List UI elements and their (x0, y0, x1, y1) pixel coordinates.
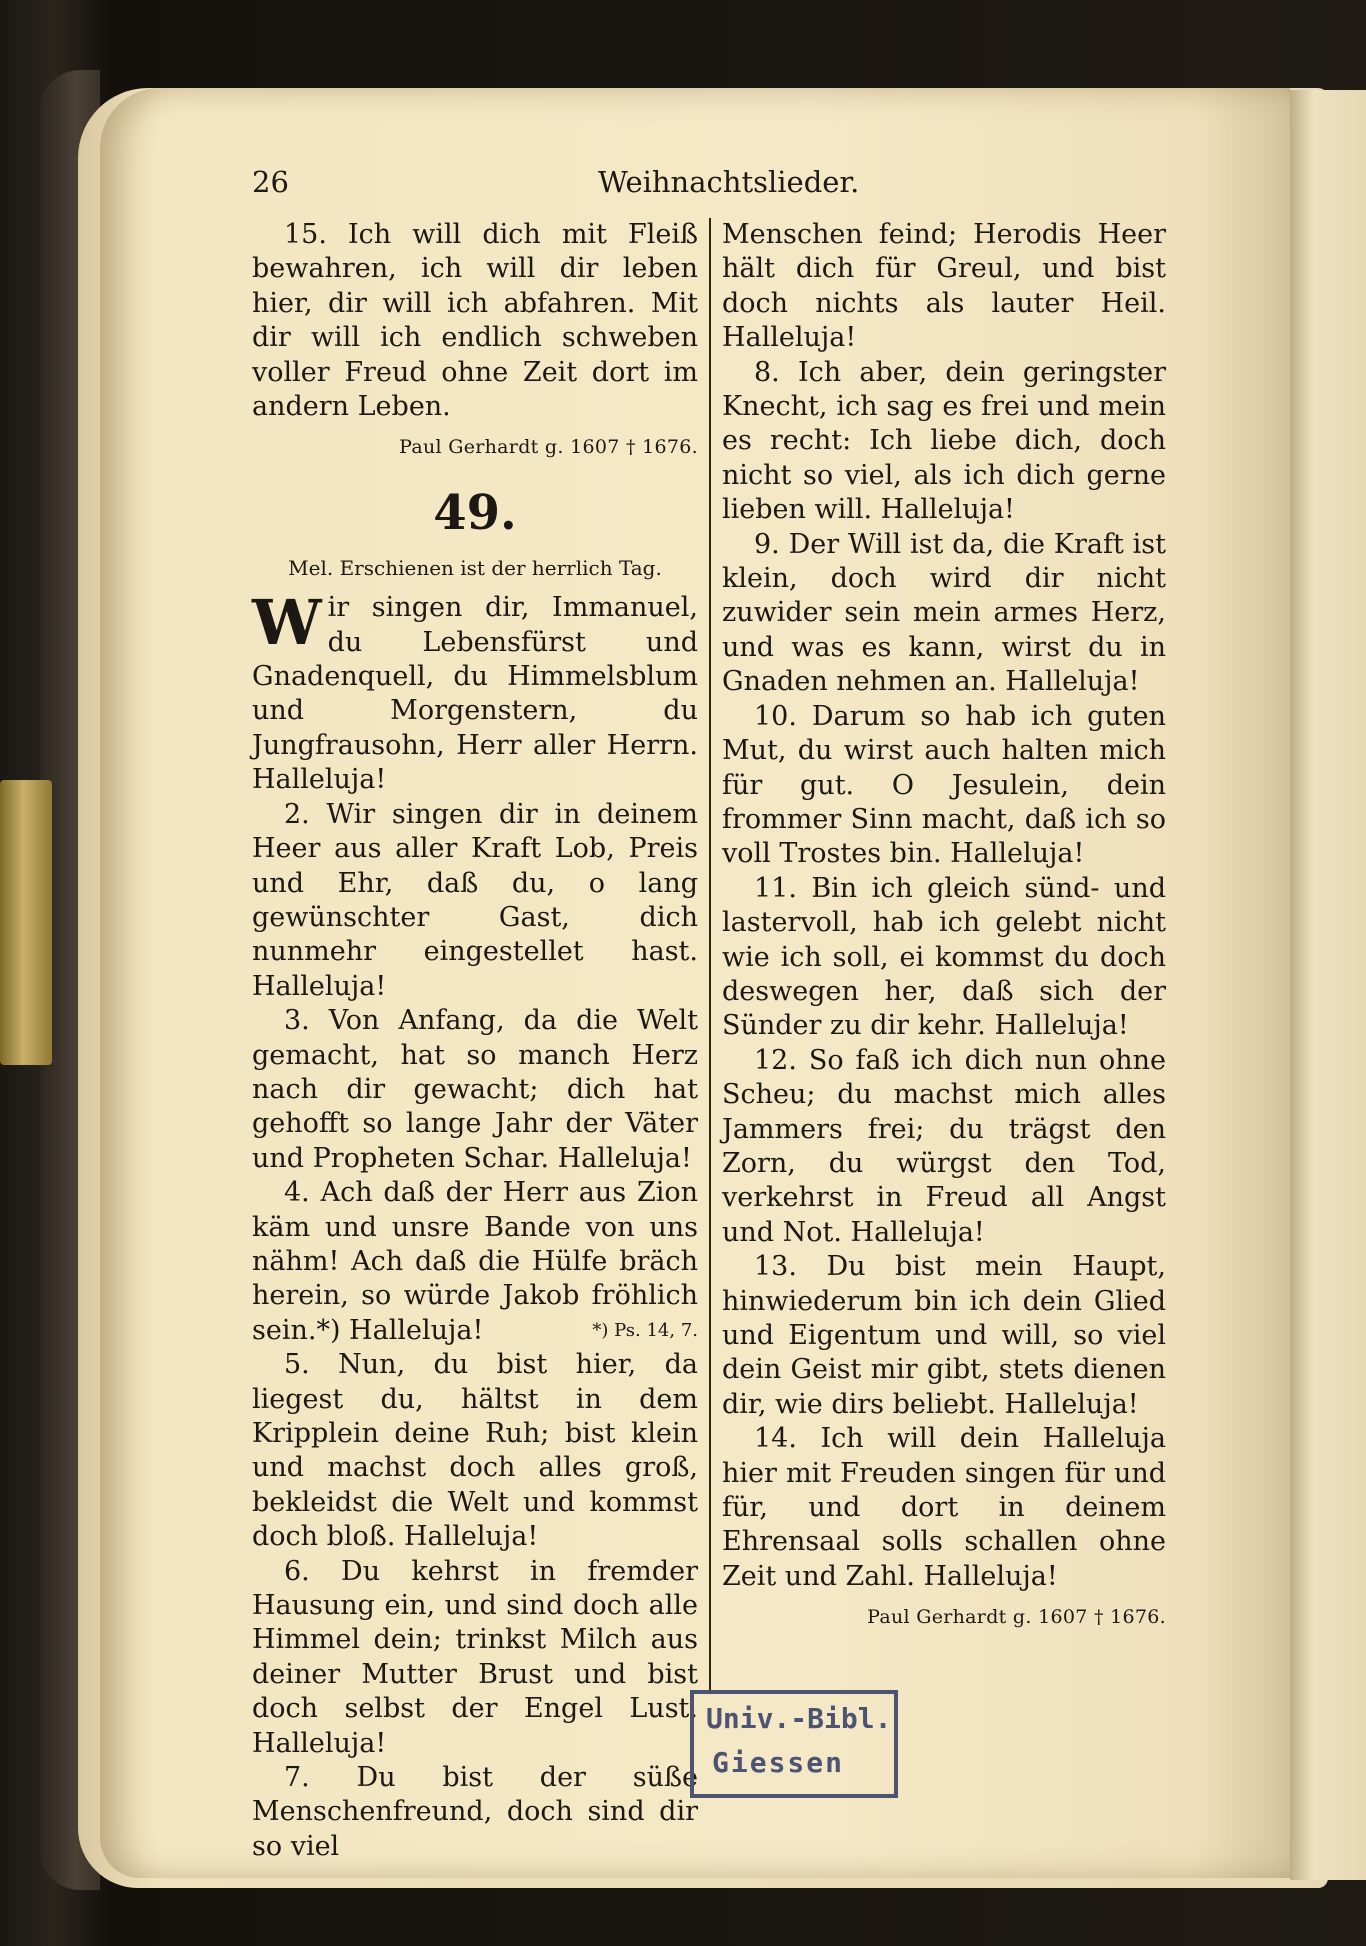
verse-1-text: ir singen dir, Immanuel, du Lebensfürst und Gnadenquell, du Himmelsblum und Morgenstern, du Jungfrausohn, Herr aller Herrn. Halleluja! (252, 592, 698, 796)
verse-15: 15. Ich will dich mit Fleiß bewahren, ich will dir leben hier, dir will ich abfahren. Mit dir will ich endlich schweben voller Freud ohne Zeit dort im andern Leben. (252, 219, 698, 423)
verse-3: 3. Von Anfang, da die Welt gemacht, hat so manch Herz nach dir gewacht; dich hat gehofft so lange Jahr der Väter und Propheten Schar. Halleluja! (252, 1005, 698, 1174)
running-title: Weihnachtslieder. (598, 165, 860, 199)
hymn-number: 49. (433, 484, 517, 541)
page-number: 26 (252, 165, 289, 199)
stamp-line-2: Giessen (712, 1746, 845, 1779)
verse-9: 9. Der Will ist da, die Kraft ist klein, doch wird dir nicht zuwider sein mein armes Herz, und was es kann, wirst du in Gnaden nehmen an. Halleluja! (722, 528, 1166, 698)
column-divider (709, 218, 711, 1694)
author-attribution: Paul Gerhardt g. 1607 † 1676. (399, 436, 698, 459)
left-column (252, 218, 698, 1864)
verse-2: 2. Wir singen dir in deinem Heer aus aller Kraft Lob, Preis und Ehr, daß du, o lang gewünschter Gast, dich nunmehr eingestellet hast. Halleluja! (252, 798, 698, 1002)
footnote: *) Ps. 14, 7. (592, 1319, 698, 1341)
verse-4-text: 4. Ach daß der Herr aus Zion käm und unsre Bande von uns nähm! Ach daß die Hülfe bräch herein, so würde Jakob fröhlich sein.*) Halleluja! (252, 1177, 698, 1346)
verse-11: 11. Bin ich gleich sünd- und lastervoll, hab ich gelebt nicht wie ich soll, ei kommst du doch deswegen her, daß sich der Sünder zu dir kehr. Halleluja! (722, 872, 1166, 1042)
verse-8: 8. Ich aber, dein geringster Knecht, ich sag es frei und mein es recht: Ich liebe dich, doch nicht so viel, als ich dich gerne lieben will. Halleluja! (722, 356, 1166, 526)
verse-1 (252, 586, 698, 797)
verse-5: 5. Nun, du bist hier, da liegest du, hältst in dem Kripplein deine Ruh; bist klein und machst doch alles groß, bekleidst die Welt und kommst doch bloß. Halleluja! (252, 1349, 698, 1553)
library-stamp (690, 1690, 898, 1798)
verse-12: 12. So faß ich dich nun ohne Scheu; du machst mich alles Jammers frei; du trägst den Zorn, du würgst den Tod, verkehrst in Freud all Angst und Not. Halleluja! (722, 1044, 1166, 1248)
brass-clasp (0, 780, 52, 1065)
verse-14: 14. Ich will dein Halleluja hier mit Freuden singen für und für, und dort in deinem Ehrensaal solls schallen ohne Zeit und Zahl. Halleluja! (722, 1423, 1166, 1592)
drop-cap: W (252, 586, 322, 660)
verse-10: 10. Darum so hab ich guten Mut, du wirst auch halten mich für gut. O Jesulein, dein frommer Sinn macht, daß ich so voll Trostes bin. Halleluja! (722, 700, 1166, 870)
verse-6: 6. Du kehrst in fremder Hausung ein, und sind doch alle Himmel dein; trinkst Milch aus deiner Mutter Brust und bist doch selbst der Engel Lust. Halleluja! (252, 1555, 698, 1759)
verse-7-continued: Menschen feind; Herodis Heer hält dich für Greul, und bist doch nichts als lauter Heil. Halleluja! (722, 219, 1166, 354)
verse-13: 13. Du bist mein Haupt, hinwiederum bin ich dein Glied und Eigentum und will, so viel dein Geist mir gibt, stets dienen dir, wie dirs beliebt. Halleluja! (722, 1251, 1166, 1420)
verse-4 (252, 1176, 698, 1348)
facing-page-edge (1290, 90, 1366, 1880)
stamp-line-1: Univ.-Bibl. (706, 1702, 892, 1735)
author-attribution: Paul Gerhardt g. 1607 † 1676. (867, 1606, 1166, 1629)
verse-7: 7. Du bist der süße Menschenfreund, doch sind dir so viel (252, 1762, 698, 1862)
right-column (722, 218, 1166, 1635)
melody-note: Mel. Erschienen ist der herrlich Tag. (288, 555, 662, 580)
